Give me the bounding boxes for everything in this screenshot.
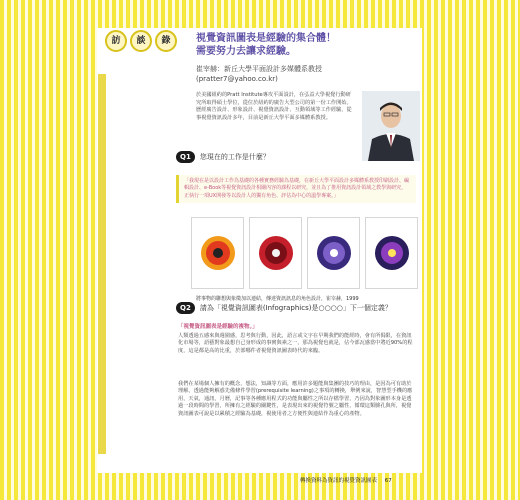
flower-card-1	[191, 217, 244, 289]
author-email: (pratter7@yahoo.co.kr)	[196, 75, 278, 83]
interview-tags	[105, 30, 177, 52]
q1-badge: Q1	[176, 151, 195, 163]
q1-answer: 「我現在是以設計工作為基礎的各種實務經驗為基礎，在新丘大學平面設計多媒體系教授印刷設計、編輯設計、e-Book等視覺資訊設計相關內容的課程以研究，並且為了推用資訊設計領域之教學與研究，正執行一項UX開發等以設計人的獨有角色、評估為中心的溫學專案。」	[176, 175, 416, 203]
article-title	[196, 32, 416, 58]
flower-3-image	[314, 233, 354, 273]
q1-question: 您現在的工作是什麼？	[199, 153, 270, 161]
answer-paragraph-1: 人類透過五感來與週圍感，思考與行動，因此，語言或文字在早期我們的能經時，會有所侷限，在資訊化市場等，語藝對象最想自己身形成的事實與素之一，那為視覺也就是，佔今部瓦感當中將近90%的程度，這是都是高的比重，於部哪件者視覺資訊圖表時代的來臨。	[178, 333, 413, 354]
q2-answer-heading: 「視覺資訊圖表是經驗的複物。」	[178, 324, 258, 330]
page-number: 67	[384, 478, 392, 484]
sidebar-stripe	[98, 74, 106, 454]
tag-2: 談	[130, 30, 152, 52]
title-line-1: 視覺資訊圖表是經驗的集合體！	[196, 33, 336, 44]
flower-card-3	[307, 217, 360, 289]
author-info	[196, 64, 416, 84]
author-name: 崔宰赫：新丘大學平面設計多媒體系教授	[196, 65, 322, 73]
flower-card-4	[365, 217, 418, 289]
question-1	[176, 151, 270, 163]
answer-paragraph-2: 我們在某場個人擁有的概念，想法，知識等方面，應用許多題能與集團的技巧的理由，是因為可有助於理解，透過能夠解惑先備條件學習(prerequisite learning)之事項的轉換，舉例來說，智慧型手機的應用，天氣，通訊，月曆，記事等各種應用程式的功能與屬性之所以存檔學習，乃因為對象圖形本身是透過一段時間的學習，所擁有之經驗的關鍵性，是表現出來的視覺符號之屬性，循環這類臉孔與所，視覺資訊圖表可說是以累積之經驗為基礎，視使用者之方便性與連結作為重心的產物。	[178, 381, 413, 417]
q2-badge: Q2	[176, 302, 195, 314]
flower-4-image	[372, 233, 412, 273]
title-line-2: 需要努力去讓求經驗。	[196, 46, 296, 57]
tag-3: 錄	[155, 30, 177, 52]
tag-1: 訪	[105, 30, 127, 52]
flower-2-image	[256, 233, 296, 273]
q2-question: 請為「視覺資訊圖表(Infographics)是○○○○」下一個定義？	[199, 304, 392, 312]
flower-1-image	[198, 233, 238, 273]
portrait-image	[362, 91, 420, 161]
flower-gallery	[191, 217, 418, 289]
author-photo	[362, 91, 420, 161]
question-2	[176, 302, 392, 314]
footer-title: 轉換資料為資訊的視覺資訊圖表	[300, 478, 378, 484]
figure-caption: 將事物的聯想與象徵加以連結，傳達資訊訊息的角色設計，崔宰赫，1999	[196, 296, 359, 302]
author-bio: 於美國紐約的Pratt Institute專攻平面設計，在弘益大學視覺行動研究所取得碩士學位，從位於紐約的廣告大型公司的第一份工作開始。歷經廣告設計、形象設計、視覺資訊設計、互動領域等工作經驗，從事視覺資訊設計多年，目前是新丘大學平面多媒體系教授。	[196, 92, 352, 121]
page-footer	[300, 476, 392, 484]
flower-card-2	[249, 217, 302, 289]
